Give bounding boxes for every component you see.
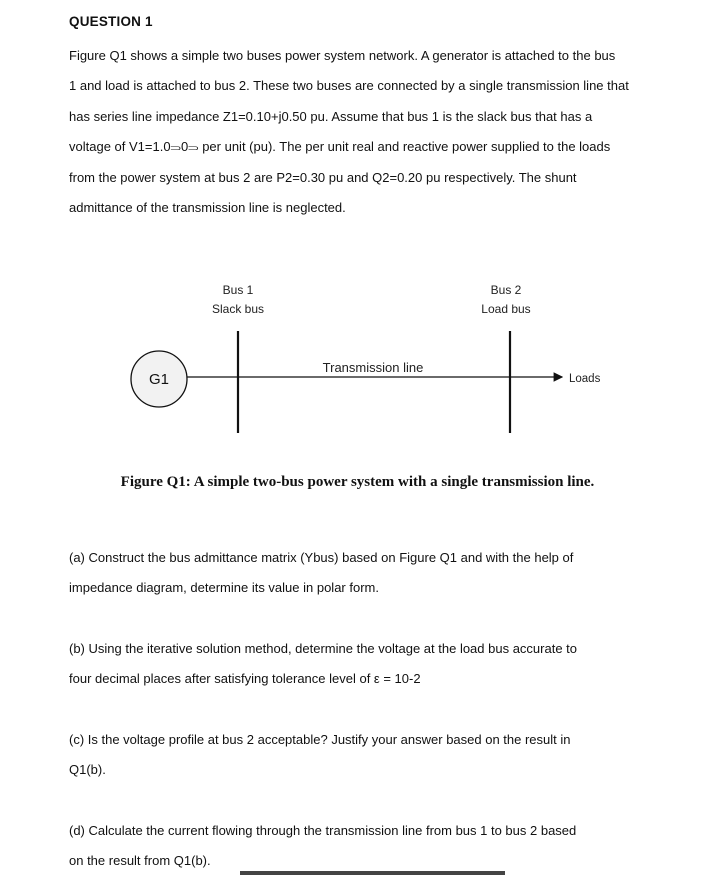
- bus2-type: Load bus: [481, 302, 531, 316]
- part-d: [69, 816, 669, 877]
- bus2-name: Bus 2: [490, 283, 522, 297]
- part-a-line: impedance diagram, determine its value in polar form.: [69, 580, 379, 596]
- part-b-line: four decimal places after satisfying tolerance level of ε = 10-2: [69, 671, 421, 687]
- intro-line: has series line impedance Z1=0.10+j0.50 pu. Assume that bus 1 is the slack bus that has a: [69, 108, 593, 124]
- intro-line: voltage of V1=1.0⥰0⥰ per unit (pu). The per unit real and reactive power supplied to the loads: [69, 139, 611, 155]
- part-a: [69, 543, 669, 604]
- intro-line: from the power system at bus 2 are P2=0.30 pu and Q2=0.20 pu respectively. The shunt: [69, 169, 577, 185]
- part-a-line: (a) Construct the bus admittance matrix (Ybus) based on Figure Q1 and with the help of: [69, 550, 574, 565]
- part-d-line: on the result from Q1(b).: [69, 853, 211, 869]
- intro-line: 1 and load is attached to bus 2. These two buses are connected by a single transmission line that: [69, 78, 629, 94]
- part-d-line: (d) Calculate the current flowing through the transmission line from bus 1 to bus 2 based: [69, 823, 577, 838]
- intro-line: admittance of the transmission line is neglected.: [69, 200, 346, 216]
- two-bus-diagram: [0, 270, 715, 450]
- question-title: QUESTION 1: [69, 14, 153, 29]
- loads-label: Loads: [569, 373, 601, 385]
- part-b-line: (b) Using the iterative solution method, determine the voltage at the load bus accurate to: [69, 641, 578, 656]
- bus1-type: Slack bus: [211, 302, 265, 316]
- part-c-line: Q1(b).: [69, 762, 106, 778]
- question-intro: [69, 41, 669, 223]
- part-c: [69, 725, 669, 786]
- scroll-indicator: [240, 871, 505, 875]
- generator-label: G1: [148, 371, 170, 388]
- part-b: [69, 634, 669, 695]
- part-c-line: (c) Is the voltage profile at bus 2 acceptable? Justify your answer based on the result in: [69, 732, 571, 747]
- intro-line: Figure Q1 shows a simple two buses power system network. A generator is attached to the bus: [69, 48, 616, 63]
- bus1-name: Bus 1: [222, 283, 254, 297]
- transmission-line-label: Transmission line: [322, 360, 424, 375]
- figure-caption: Figure Q1: A simple two-bus power system with a single transmission line.: [120, 474, 595, 490]
